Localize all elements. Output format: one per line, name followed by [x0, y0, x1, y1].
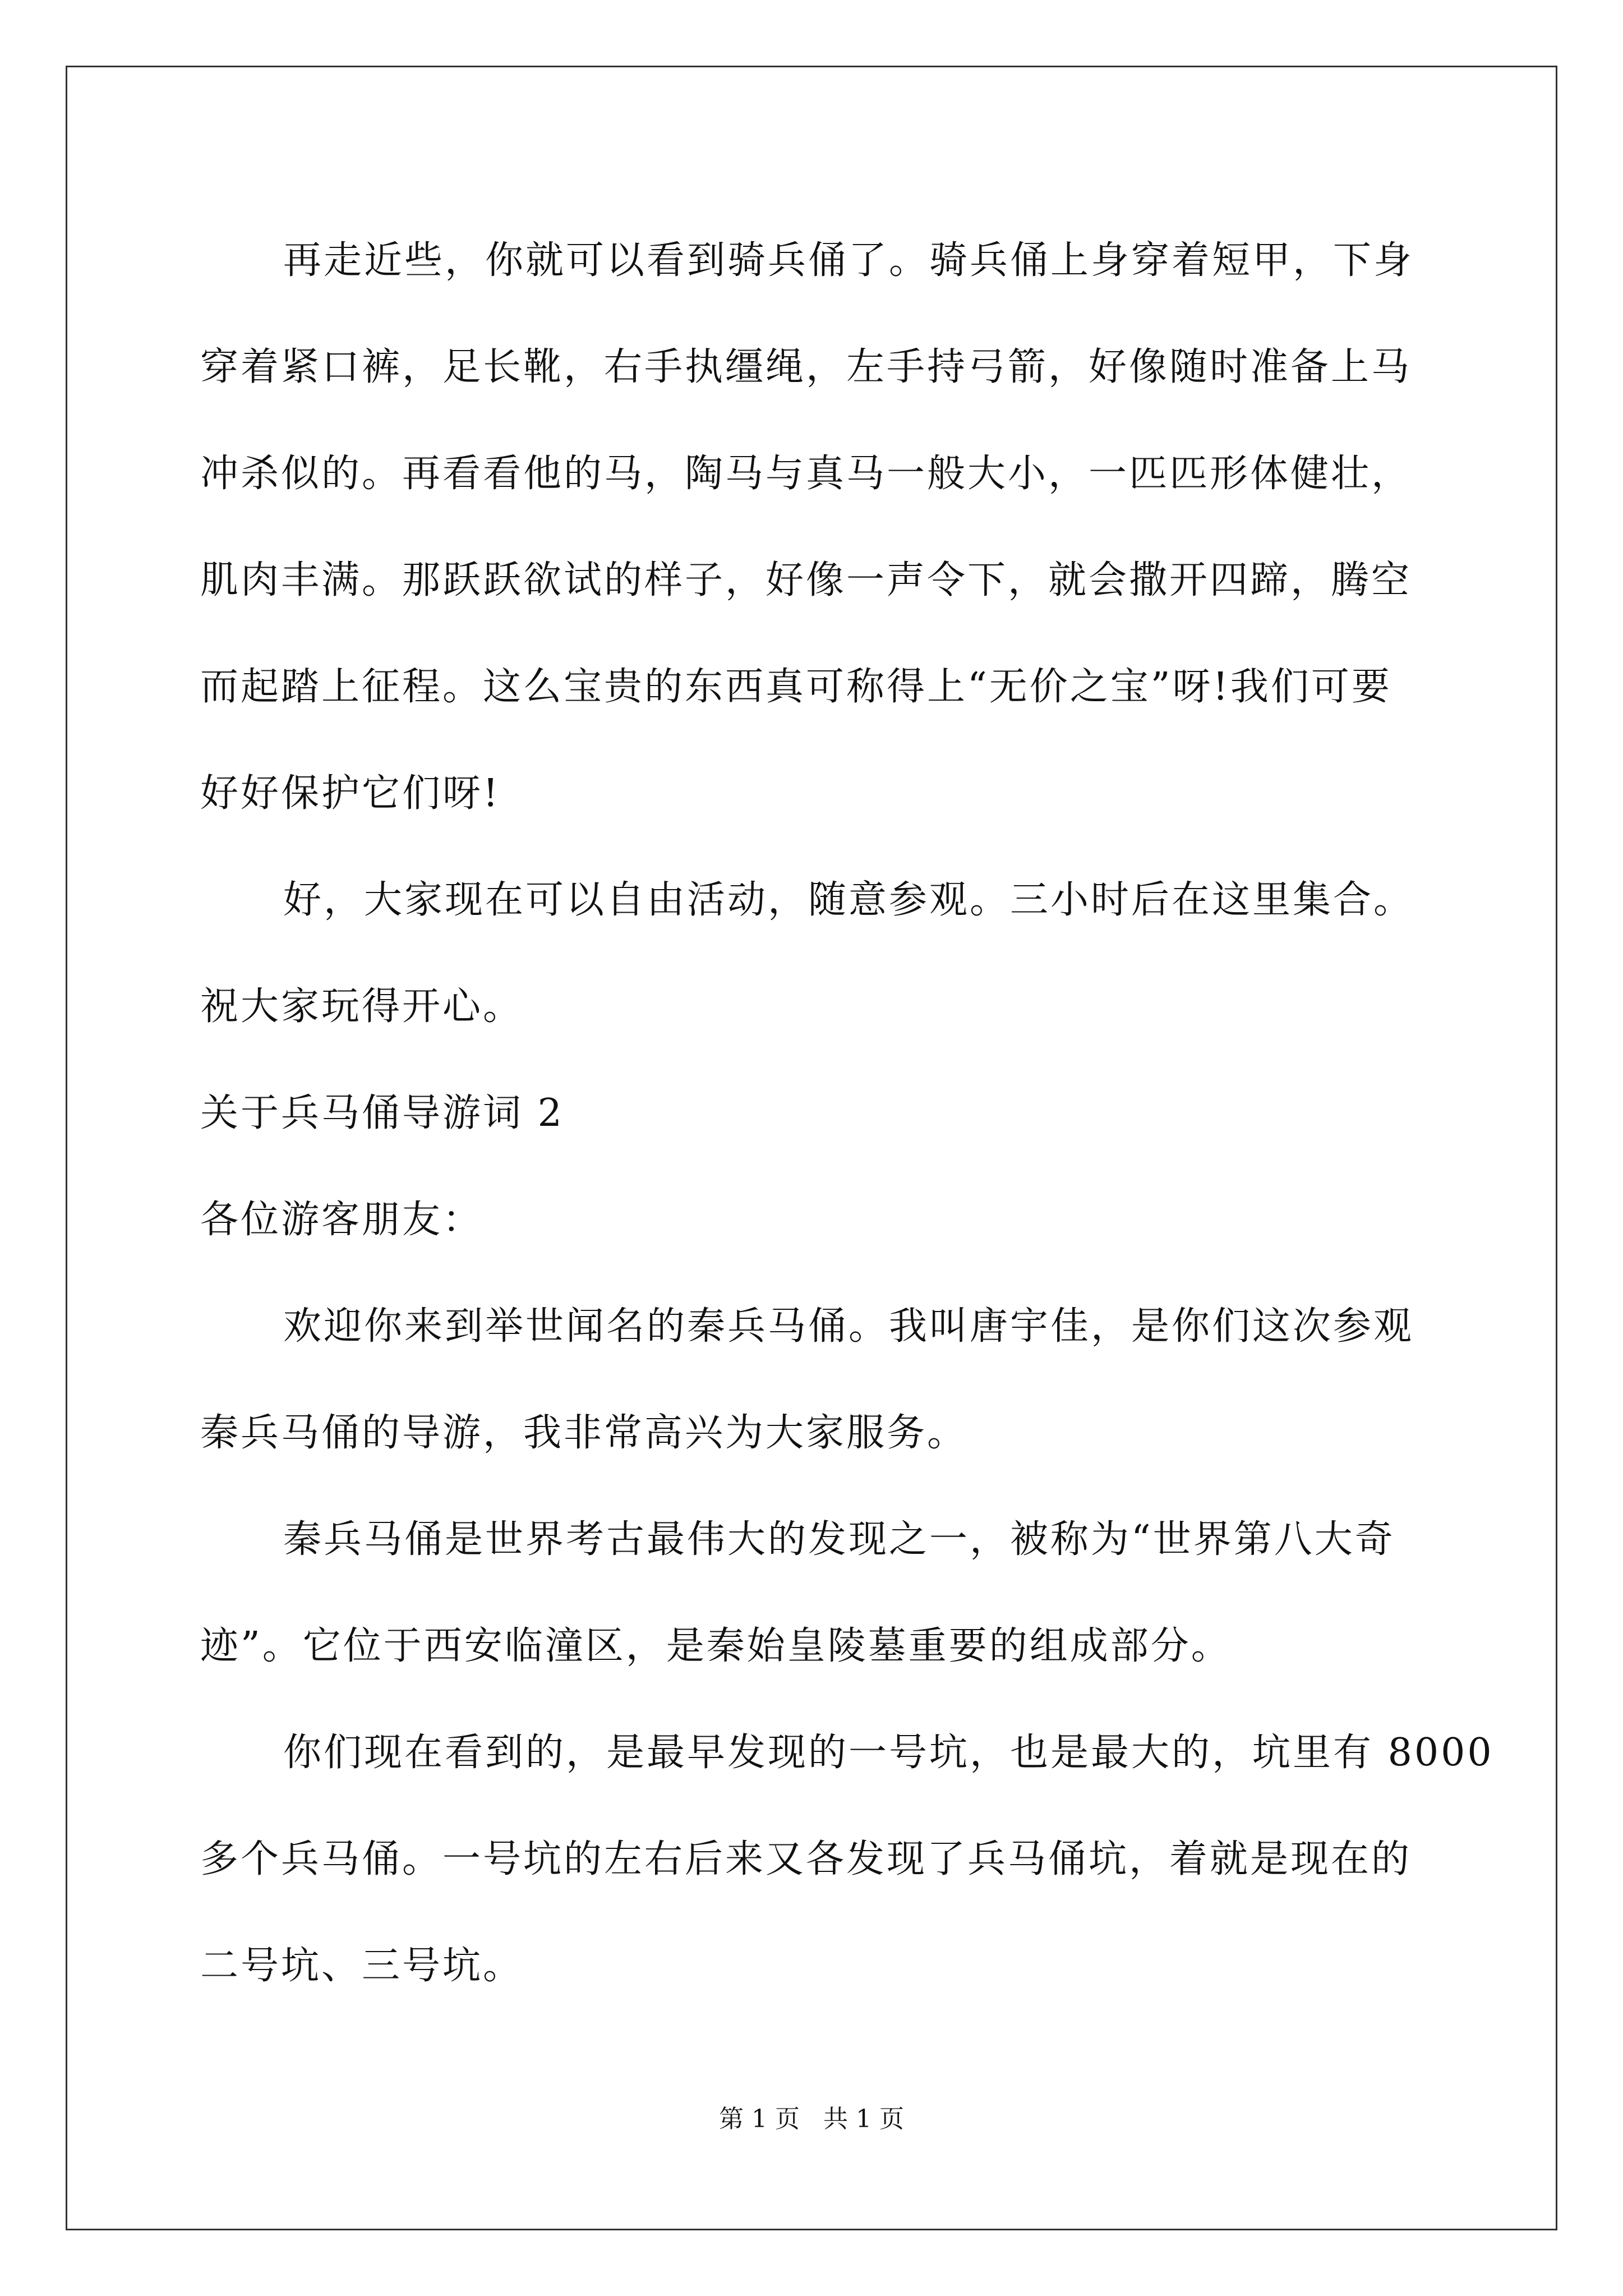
greeting-line: 各位游客朋友：	[200, 1198, 483, 1242]
paragraph-line: 迹”。它位于西安临潼区，是秦始皇陵墓重要的组成部分。	[200, 1624, 1232, 1668]
document-body	[200, 208, 1494, 2019]
paragraph-line: 再走近些，你就可以看到骑兵俑了。骑兵俑上身穿着短甲，下身	[283, 238, 1414, 283]
paragraph-line: 祝大家玩得开心。	[200, 984, 524, 1029]
section-title: 关于兵马俑导游词 2	[200, 1091, 564, 1135]
paragraph-line: 你们现在看到的，是最早发现的一号坑，也是最大的，坑里有 8000	[283, 1731, 1494, 1775]
paragraph-line: 秦兵马俑的导游，我非常高兴为大家服务。	[200, 1411, 968, 1455]
paragraph-line: 好好保护它们呀!	[200, 771, 501, 816]
paragraph-line: 肌肉丰满。那跃跃欲试的样子，好像一声令下，就会撒开四蹄，腾空	[200, 558, 1412, 602]
page-number: 第 1 页	[719, 2105, 800, 2133]
paragraph-line: 秦兵马俑是世界考古最伟大的发现之一，被称为“世界第八大奇	[283, 1517, 1395, 1562]
paragraph-line: 好，大家现在可以自由活动，随意参观。三小时后在这里集合。	[283, 878, 1414, 922]
paragraph-line: 多个兵马俑。一号坑的左右后来又各发现了兵马俑坑，着就是现在的	[200, 1837, 1412, 1881]
paragraph-line: 冲杀似的。再看看他的马，陶马与真马一般大小，一匹匹形体健壮，	[200, 452, 1412, 496]
paragraph-line: 穿着紧口裤，足长靴，右手执缰绳，左手持弓箭，好像随时准备上马	[200, 345, 1412, 389]
paragraph-line: 而起踏上征程。这么宝贵的东西真可称得上“无价之宝”呀!我们可要	[200, 665, 1392, 709]
page-total: 共 1 页	[823, 2105, 904, 2133]
paragraph-line: 欢迎你来到举世闻名的秦兵马俑。我叫唐宇佳，是你们这次参观	[283, 1304, 1414, 1349]
paragraph-line: 二号坑、三号坑。	[200, 1944, 524, 1988]
page-footer	[0, 2102, 1623, 2136]
